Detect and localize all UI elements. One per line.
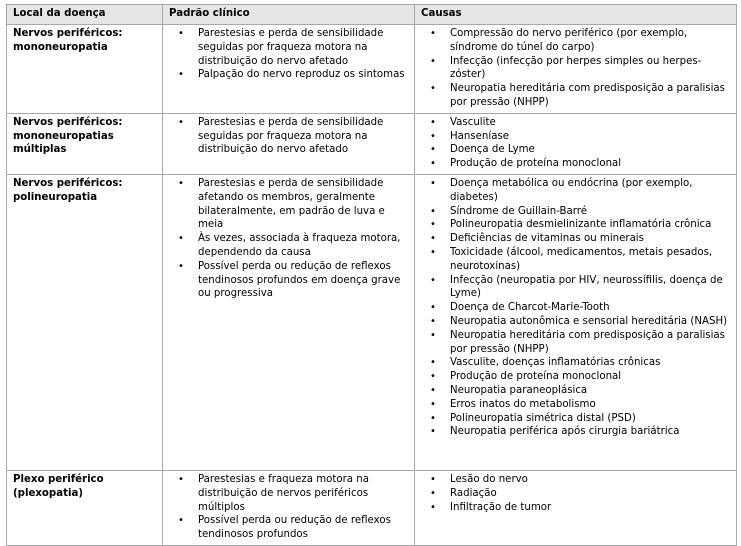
list-item: • Lesão do nervo [450,473,731,487]
list-item: • Deficiências de vitaminas ou minerais [450,232,731,246]
list-item: • Hanseníase [450,130,731,144]
table-row [7,470,737,545]
list-item: • Às vezes, associada à fraqueza motora, dependendo da causa [198,232,409,260]
list-item: • Radiação [450,487,731,501]
table-row [7,113,737,174]
pattern-list [169,473,409,542]
header-row [7,5,737,25]
header-location: Local da doença [7,5,163,25]
list-item: • Produção de proteína monoclonal [450,157,731,171]
location-cell: Nervos periféricos: polineuropatia [7,174,163,470]
causes-cell [415,25,737,114]
list-item: • Neuropatia autonômica e sensorial hereditária (NASH) [450,315,731,329]
list-item: • Possível perda ou redução de reflexos tendinosos profundos [198,514,409,542]
causes-cell [415,113,737,174]
pattern-list [169,177,409,301]
list-item: • Neuropatia hereditária com predisposição a paralisias por pressão (NHPP) [450,82,731,110]
pattern-cell [163,113,415,174]
location-cell: Nervos periféricos: mononeuropatia [7,25,163,114]
list-item: • Neuropatia periférica após cirurgia bariátrica [450,425,731,439]
location-cell: Nervos periféricos: mononeuropatias múltiplas [7,113,163,174]
list-item: • Neuropatia paraneoplásica [450,384,731,398]
pattern-cell [163,174,415,470]
causes-list [421,116,731,171]
list-item: • Vasculite [450,116,731,130]
neuropathy-table [6,4,737,546]
table-row [7,25,737,114]
list-item: • Palpação do nervo reproduz os sintomas [198,68,409,82]
list-item: • Polineuropatia desmielinizante inflamatória crônica [450,218,731,232]
list-item: • Parestesias e fraqueza motora na distribuição de nervos periféricos múltiplos [198,473,409,514]
causes-cell [415,470,737,545]
list-item: • Toxicidade (álcool, medicamentos, metais pesados, neurotoxinas) [450,246,731,274]
causes-list [421,473,731,514]
list-item: • Possível perda ou redução de reflexos tendinosos profundos em doença grave ou progressiva [198,260,409,301]
list-item: • Doença de Lyme [450,143,731,157]
list-item: • Infecção (neuropatia por HIV, neurossífilis, doença de Lyme) [450,274,731,302]
causes-cell [415,174,737,470]
list-item: • Infiltração de tumor [450,501,731,515]
list-item: • Compressão do nervo periférico (por exemplo, síndrome do túnel do carpo) [450,27,731,55]
causes-list [421,27,731,110]
pattern-list [169,116,409,157]
list-item: • Infecção (infecção por herpes simples ou herpes-zóster) [450,55,731,83]
causes-list [421,177,731,439]
list-item: • Neuropatia hereditária com predisposição a paralisias por pressão (NHPP) [450,329,731,357]
list-item: • Vasculite, doenças inflamatórias crônicas [450,356,731,370]
list-item: • Produção de proteína monoclonal [450,370,731,384]
header-pattern: Padrão clínico [163,5,415,25]
list-item: • Doença de Charcot-Marie-Tooth [450,301,731,315]
table-row [7,174,737,470]
pattern-cell [163,470,415,545]
pattern-cell [163,25,415,114]
list-item: • Erros inatos do metabolismo [450,398,731,412]
list-item: • Doença metabólica ou endócrina (por exemplo, diabetes) [450,177,731,205]
header-causes: Causas [415,5,737,25]
location-cell: Plexo periférico (plexopatia) [7,470,163,545]
list-item: • Polineuropatia simétrica distal (PSD) [450,412,731,426]
pattern-list [169,27,409,82]
list-item: • Parestesias e perda de sensibilidade seguidas por fraqueza motora na distribuição do nervo afetado [198,116,409,157]
list-item: • Síndrome de Guillain-Barré [450,205,731,219]
list-item: • Parestesias e perda de sensibilidade seguidas por fraqueza motora na distribuição do nervo afetado [198,27,409,68]
list-item: • Parestesias e perda de sensibilidade afetando os membros, geralmente bilateralmente, em padrão de luva e meia [198,177,409,232]
